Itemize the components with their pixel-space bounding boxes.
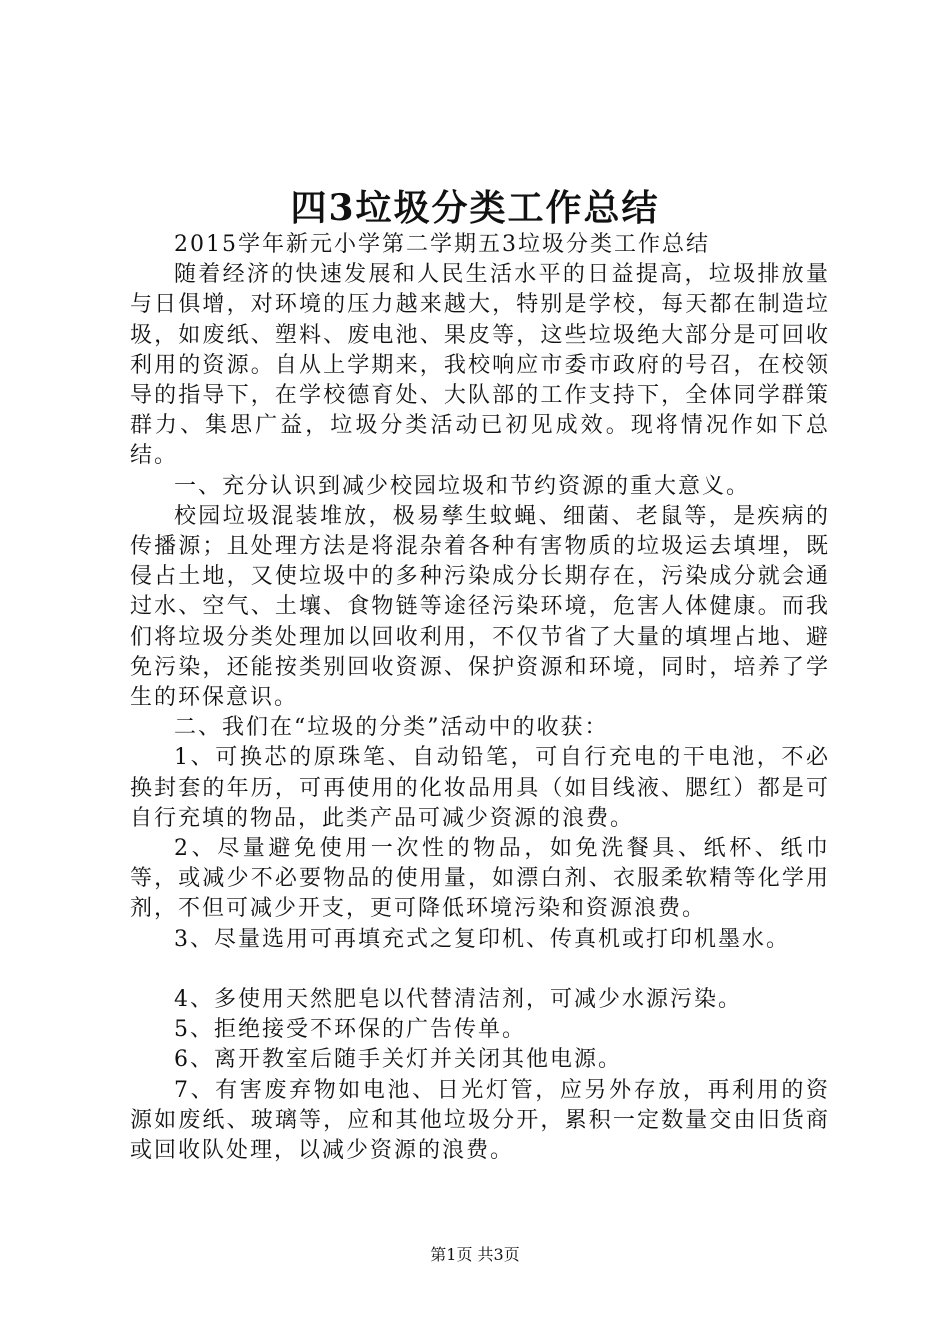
paragraph-spacer — [130, 955, 830, 985]
list-item-1: 1、可换芯的原珠笔、自动铅笔，可自行充电的干电池，不必换封套的年历，可再使用的化妆品用具（如目线液、腮红）都是可自行充填的物品，此类产品可减少资源的浪费。 — [130, 745, 830, 831]
document-body — [130, 230, 830, 1166]
section-heading-1: 一、充分认识到减少校园垃圾和节约资源的重大意义。 — [174, 473, 751, 499]
list-item-6: 6、离开教室后随手关灯并关闭其他电源。 — [174, 1047, 622, 1073]
subtitle-paragraph: 2015学年新元小学第二学期五3垃圾分类工作总结 — [174, 232, 710, 257]
document-title: 四3垃圾分类工作总结 — [290, 187, 660, 229]
list-item-5: 5、拒绝接受不环保的广告传单。 — [174, 1017, 526, 1043]
list-item-7: 7、有害废弃物如电池、日光灯管，应另外存放，再利用的资源如废纸、玻璃等，应和其他垃圾分开，累积一定数量交由旧货商或回收队处理，以减少资源的浪费。 — [130, 1077, 830, 1164]
page-number-footer: 第1页 共3页 — [430, 1245, 520, 1264]
section-heading-2: 二、我们在“垃圾的分类”活动中的收获： — [174, 715, 609, 741]
list-item-3: 3、尽量选用可再填充式之复印机、传真机或打印机墨水。 — [174, 926, 790, 952]
list-item-4: 4、多使用天然肥皂以代替清洁剂，可减少水源污染。 — [174, 987, 742, 1013]
intro-paragraph: 随着经济的快速发展和人民生活水平的日益提高，垃圾排放量与日俱增，对环境的压力越来越大，特别是学校，每天都在制造垃圾，如废纸、塑料、废电池、果皮等，这些垃圾绝大部分是可回收利用的资源。自从上学期来，我校响应市委市政府的号召，在校领导的指导下，在学校德育处、大队部的工作支持下，全体同学群策群力、集思广益，垃圾分类活动已初见成效。现将情况作如下总结。 — [130, 262, 830, 469]
list-item-2: 2、尽量避免使用一次性的物品，如免洗餐具、纸杯、纸巾等，或减少不必要物品的使用量，如漂白剂、衣服柔软精等化学用剂，不但可减少开支，更可降低环境污染和资源浪费。 — [130, 836, 830, 922]
body-paragraph: 校园垃圾混装堆放，极易孳生蚊蝇、细菌、老鼠等，是疾病的传播源；且处理方法是将混杂着各种有害物质的垃圾运去填埋，既侵占土地，又使垃圾中的多种污染成分长期存在，污染成分就会通过水、空气、土壤、食物链等途径污染环境，危害人体健康。而我们将垃圾分类处理加以回收利用，不仅节省了大量的填埋占地、避免污染，还能按类别回收资源、保护资源和环境，同时，培养了学生的环保意识。 — [130, 503, 830, 711]
